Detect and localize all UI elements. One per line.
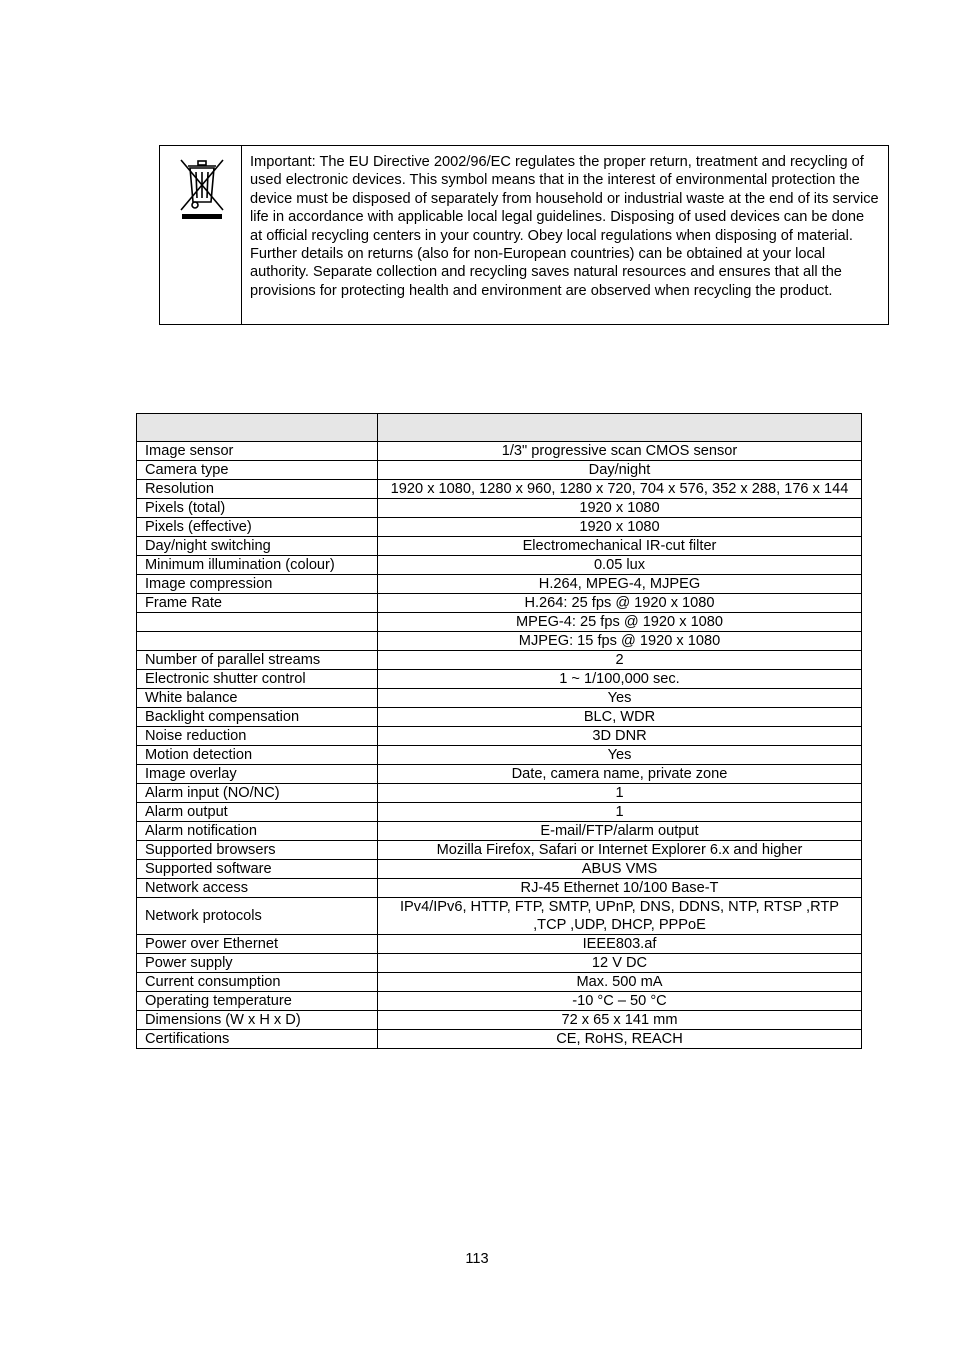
page-number: 113 [465,1251,489,1267]
spec-row [137,575,862,594]
spec-label: Supported browsers [137,841,378,860]
notice-text: Important: The EU Directive 2002/96/EC regulates the proper return, treatment and recycling of used electronic devices. This symbol means that in the interest of environmental protection the device must be disposed of separately from household or industrial waste at the end of its service life in accordance with applicable local legal guidelines. Disposing of used devices can be done at official recycling centers in your country. Obey local regulations when disposing of material. Further details on returns (also for non-European countries) can be obtained at your local authority. Separate collection and recycling saves natural resources and ensures that all the provisions for protecting health and environment are observed when recycling the product. [250,154,879,299]
spec-value: Max. 500 mA [378,973,862,992]
spec-value: 1920 x 1080, 1280 x 960, 1280 x 720, 704 x 576, 352 x 288, 176 x 144 [378,480,862,499]
spec-row [137,670,862,689]
spec-value: 3D DNR [378,727,862,746]
spec-value: MJPEG: 15 fps @ 1920 x 1080 [378,632,862,651]
spec-row [137,860,862,879]
spec-value: 0.05 lux [378,556,862,575]
spec-value: RJ-45 Ethernet 10/100 Base-T [378,879,862,898]
spec-value: 1 ~ 1/100,000 sec. [378,670,862,689]
spec-row [137,708,862,727]
spec-label: Operating temperature [137,992,378,1011]
spec-value: ABUS VMS [378,860,862,879]
spec-value: IPv4/IPv6, HTTP, FTP, SMTP, UPnP, DNS, DDNS, NTP, RTSP ,RTP ,TCP ,UDP, DHCP, PPPoE [378,898,862,935]
spec-row [137,954,862,973]
spec-value: E-mail/FTP/alarm output [378,822,862,841]
spec-label: Number of parallel streams [137,651,378,670]
spec-label: Dimensions (W x H x D) [137,1011,378,1030]
spec-header-col2 [378,414,862,442]
spec-row [137,1011,862,1030]
spec-label: Network access [137,879,378,898]
spec-label: Alarm input (NO/NC) [137,784,378,803]
spec-label: Motion detection [137,746,378,765]
spec-row [137,803,862,822]
spec-label: Alarm notification [137,822,378,841]
spec-row [137,992,862,1011]
spec-value: H.264: 25 fps @ 1920 x 1080 [378,594,862,613]
spec-row [137,1030,862,1049]
spec-value: MPEG-4: 25 fps @ 1920 x 1080 [378,613,862,632]
spec-row [137,746,862,765]
spec-row [137,499,862,518]
spec-label: White balance [137,689,378,708]
spec-label: Electronic shutter control [137,670,378,689]
spec-label [137,613,378,632]
spec-value: Yes [378,746,862,765]
spec-label: Camera type [137,461,378,480]
spec-label: Certifications [137,1030,378,1049]
spec-value: 1920 x 1080 [378,518,862,537]
spec-value: CE, RoHS, REACH [378,1030,862,1049]
spec-value: 1920 x 1080 [378,499,862,518]
spec-label: Supported software [137,860,378,879]
spec-row [137,537,862,556]
spec-label: Frame Rate [137,594,378,613]
spec-label: Image sensor [137,442,378,461]
spec-row [137,461,862,480]
spec-row [137,935,862,954]
spec-value: Mozilla Firefox, Safari or Internet Explorer 6.x and higher [378,841,862,860]
spec-value: 2 [378,651,862,670]
spec-value: H.264, MPEG-4, MJPEG [378,575,862,594]
spec-row [137,518,862,537]
spec-label: Current consumption [137,973,378,992]
spec-row [137,973,862,992]
spec-row [137,879,862,898]
spec-value: 1/3" progressive scan CMOS sensor [378,442,862,461]
spec-label: Network protocols [137,898,378,935]
spec-row [137,613,862,632]
spec-row [137,651,862,670]
spec-row [137,442,862,461]
spec-row [137,822,862,841]
spec-row [137,898,862,935]
spec-label: Image overlay [137,765,378,784]
spec-label: Pixels (effective) [137,518,378,537]
weee-notice-box [159,145,889,325]
spec-value: -10 °C – 50 °C [378,992,862,1011]
spec-value: IEEE803.af [378,935,862,954]
spec-label: Pixels (total) [137,499,378,518]
spec-value: Date, camera name, private zone [378,765,862,784]
crossed-out-wheelie-bin-icon [171,154,231,224]
spec-value: 1 [378,784,862,803]
spec-value: 1 [378,803,862,822]
spec-row [137,727,862,746]
spec-row [137,480,862,499]
spec-row [137,841,862,860]
spec-row [137,556,862,575]
spec-table-header [137,414,862,442]
spec-header-col1 [137,414,378,442]
notice-icon-cell [160,146,242,324]
spec-label: Backlight compensation [137,708,378,727]
spec-label: Minimum illumination (colour) [137,556,378,575]
spec-row [137,689,862,708]
spec-value: Yes [378,689,862,708]
spec-value: Day/night [378,461,862,480]
spec-label: Day/night switching [137,537,378,556]
spec-label: Noise reduction [137,727,378,746]
spec-label: Alarm output [137,803,378,822]
spec-value: BLC, WDR [378,708,862,727]
spec-value: Electromechanical IR-cut filter [378,537,862,556]
spec-label: Power supply [137,954,378,973]
spec-table [136,413,862,1049]
spec-row [137,594,862,613]
spec-value: 72 x 65 x 141 mm [378,1011,862,1030]
spec-value: 12 V DC [378,954,862,973]
spec-label: Image compression [137,575,378,594]
spec-label [137,632,378,651]
spec-label: Resolution [137,480,378,499]
spec-label: Power over Ethernet [137,935,378,954]
spec-row [137,784,862,803]
spec-row [137,632,862,651]
spec-row [137,765,862,784]
